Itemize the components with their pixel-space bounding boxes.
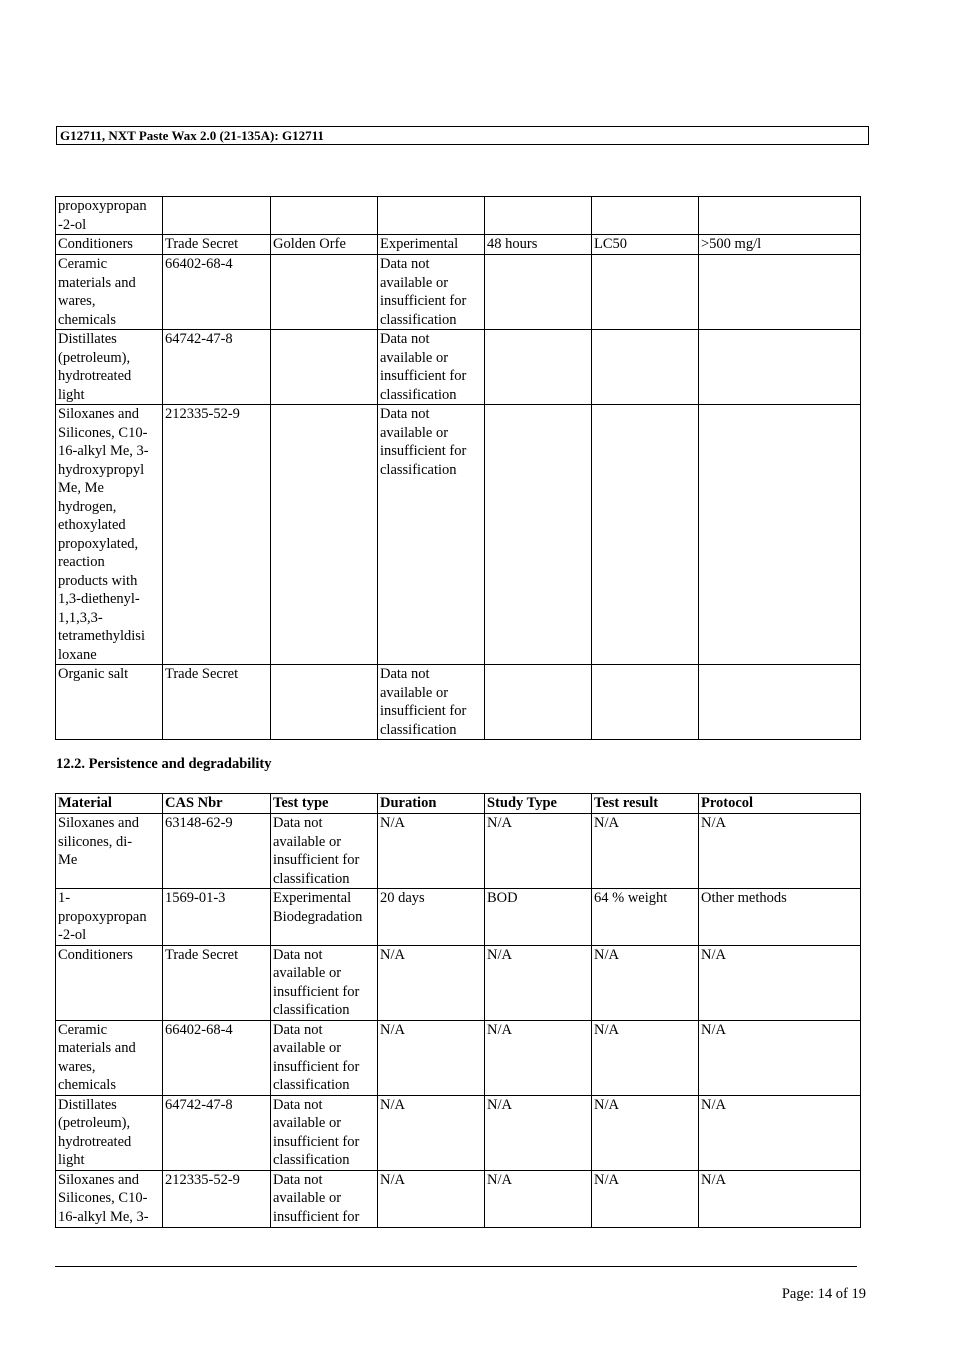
table-row [56,945,861,1020]
table-cell: N/A [378,814,485,889]
table-cell [592,665,699,740]
document-header [56,126,869,145]
table-cell: Data not available or insufficient for classification [378,255,485,330]
table-cell: 63148-62-9 [163,814,271,889]
table-cell [271,665,378,740]
table-row [56,814,861,889]
table-cell: Ceramic materials and wares, chemicals [56,255,163,330]
table-row [56,197,861,235]
table-cell: N/A [699,945,861,1020]
table-cell: N/A [378,1020,485,1095]
ecotoxicity-table [55,196,861,740]
table-cell [485,330,592,405]
table-row [56,330,861,405]
table-cell: 1569-01-3 [163,889,271,946]
footer-divider [55,1266,857,1267]
table-cell: Trade Secret [163,235,271,255]
persistence-degradability-table [55,793,861,1228]
table-cell: Data not available or insufficient for classification [378,405,485,665]
table-row [56,889,861,946]
table-cell: N/A [592,945,699,1020]
table-cell: Conditioners [56,945,163,1020]
table-cell [699,665,861,740]
document-title: G12711, NXT Paste Wax 2.0 (21-135A): G12711 [60,128,324,143]
table-cell: N/A [699,1020,861,1095]
table-cell [699,197,861,235]
table-cell: Experimental Biodegradation [271,889,378,946]
table-cell: N/A [378,1095,485,1170]
column-header: CAS Nbr [163,794,271,814]
page-number: Page: 14 of 19 [781,1286,866,1302]
table-cell: N/A [485,1020,592,1095]
table-cell [592,197,699,235]
table-row [56,1095,861,1170]
table-cell [592,255,699,330]
table-cell [699,255,861,330]
table-header-row [56,794,861,814]
table-cell: propoxypropan -2-ol [56,197,163,235]
table-cell: N/A [592,1170,699,1227]
table-cell [699,330,861,405]
table-cell: Data not available or insufficient for classification [378,330,485,405]
table-cell: 1- propoxypropan -2-ol [56,889,163,946]
table-cell: BOD [485,889,592,946]
table-row [56,255,861,330]
table-cell: Data not available or insufficient for classification [271,814,378,889]
table-cell: Trade Secret [163,945,271,1020]
table-cell: N/A [485,1170,592,1227]
table-cell [592,405,699,665]
column-header: Test result [592,794,699,814]
table-cell [271,330,378,405]
table-cell: 212335-52-9 [163,1170,271,1227]
table-cell: 64742-47-8 [163,330,271,405]
column-header: Protocol [699,794,861,814]
table-cell [485,405,592,665]
table-cell: 66402-68-4 [163,1020,271,1095]
table-cell: Organic salt [56,665,163,740]
column-header: Test type [271,794,378,814]
table-cell [592,330,699,405]
table-cell [163,197,271,235]
table-cell: N/A [485,945,592,1020]
table-cell: N/A [699,1095,861,1170]
table-cell: >500 mg/l [699,235,861,255]
table-row [56,1170,861,1227]
table-cell: N/A [699,1170,861,1227]
table-cell: N/A [699,814,861,889]
table-cell: 48 hours [485,235,592,255]
table-cell: Distillates (petroleum), hydrotreated light [56,1095,163,1170]
table-cell: Data not available or insufficient for classification [271,945,378,1020]
table-cell: Other methods [699,889,861,946]
table-cell: N/A [592,814,699,889]
table-cell: N/A [592,1095,699,1170]
table-cell: LC50 [592,235,699,255]
table-cell: Conditioners [56,235,163,255]
table-cell: Data not available or insufficient for classification [378,665,485,740]
table-cell: N/A [485,814,592,889]
table-cell [378,197,485,235]
column-header: Duration [378,794,485,814]
table-row [56,1020,861,1095]
table-cell: Siloxanes and Silicones, C10- 16-alkyl Me, 3- hydroxypropyl Me, Me hydrogen, ethoxylated propoxylated, reaction products with 1,3-diethenyl- 1,1,3,3- tetramethyldisi loxane [56,405,163,665]
table-cell: N/A [485,1095,592,1170]
table-cell: Trade Secret [163,665,271,740]
table-cell: Ceramic materials and wares, chemicals [56,1020,163,1095]
table-cell: 20 days [378,889,485,946]
table-cell: Distillates (petroleum), hydrotreated light [56,330,163,405]
column-header: Material [56,794,163,814]
table-cell: Siloxanes and Silicones, C10- 16-alkyl Me, 3- [56,1170,163,1227]
table-cell [485,255,592,330]
table-cell [271,197,378,235]
table-cell: 64 % weight [592,889,699,946]
table-cell: 212335-52-9 [163,405,271,665]
column-header: Study Type [485,794,592,814]
table-cell: Data not available or insufficient for classification [271,1020,378,1095]
table-cell: N/A [378,1170,485,1227]
table-cell: Experimental [378,235,485,255]
table-cell: Siloxanes and silicones, di- Me [56,814,163,889]
table-cell: N/A [592,1020,699,1095]
table-cell [485,197,592,235]
table-cell: 64742-47-8 [163,1095,271,1170]
table-row [56,665,861,740]
table-cell: Golden Orfe [271,235,378,255]
table-cell [699,405,861,665]
table-cell [485,665,592,740]
table-cell: 66402-68-4 [163,255,271,330]
table-cell: Data not available or insufficient for [271,1170,378,1227]
table-cell [271,405,378,665]
table-cell: N/A [378,945,485,1020]
table-cell: Data not available or insufficient for classification [271,1095,378,1170]
table-cell [271,255,378,330]
section-heading-persistence: 12.2. Persistence and degradability [56,756,272,772]
table-row [56,235,861,255]
table-row [56,405,861,665]
